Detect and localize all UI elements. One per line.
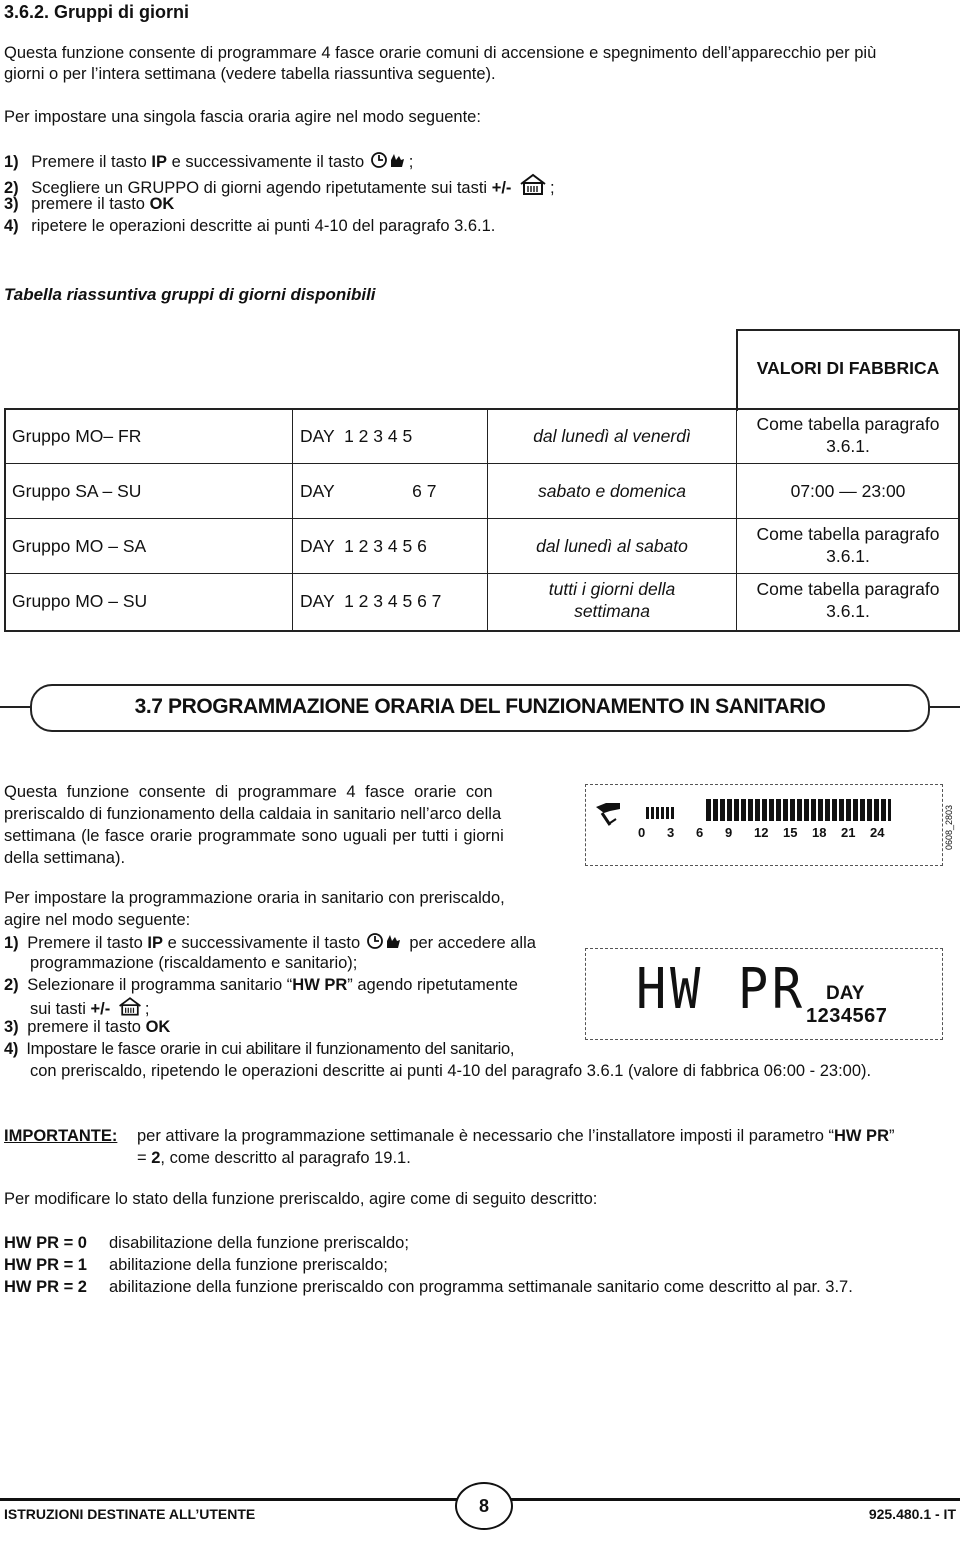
footer-right: 925.480.1 - IT xyxy=(868,1506,956,1522)
lcd-hwpr-display xyxy=(585,948,943,1040)
step-b-4-cont: con preriscaldo, ripetendo le operazioni descritte ai punti 4-10 del paragrafo 3.6.1 (valore di fabbrica 06:00 - 23:00). xyxy=(30,1062,872,1080)
table-cell-desc: sabato e domenica xyxy=(538,481,686,501)
table-caption: Tabella riassuntiva gruppi di giorni disponibili xyxy=(4,285,376,304)
step-b-1: 1) Premere il tasto IP e successivamente il tasto per accedere alla xyxy=(4,932,536,955)
mode-value: abilitazione della funzione preriscaldo; xyxy=(109,1256,388,1274)
step-b-4: 4) Impostare le fasce orarie in cui abilitare il funzionamento del sanitario, xyxy=(4,1040,515,1058)
step-b-2-cont: sui tasti +/- ; xyxy=(30,996,149,1021)
table-cell-day: DAY 1 2 3 4 5 xyxy=(300,426,413,446)
mode-key: HW PR = 0 xyxy=(4,1234,87,1252)
important-text-2: = 2, come descritto al paragrafo 19.1. xyxy=(137,1149,411,1167)
step-b-2: 2) Selezionare il programma sanitario “HW PR” agendo ripetutamente xyxy=(4,976,518,994)
clock-hand-icon xyxy=(367,932,403,955)
table-header-values: VALORI DI FABBRICA xyxy=(756,358,940,378)
lcd-big-text: HW PR xyxy=(636,957,806,1022)
step-a-3: 3) premere il tasto OK xyxy=(4,195,175,213)
lcd-tick-label: 24 xyxy=(870,825,885,840)
lcd-day-label: DAY xyxy=(826,983,865,1004)
lcd-tick-label: 12 xyxy=(754,825,769,840)
steps-b-lead-2: agire nel modo seguente: xyxy=(4,911,191,929)
steps-b-lead-1: Per impostare la programmazione oraria in sanitario con preriscaldo, xyxy=(4,889,505,907)
intro-line-2: giorni o per l’intera settimana (vedere tabella riassuntiva seguente). xyxy=(4,65,496,83)
sanitario-intro-4: della settimana). xyxy=(4,849,126,867)
lcd-bar-segments xyxy=(706,799,891,821)
table-cell-day: DAY 1 2 3 4 5 6 xyxy=(300,536,427,556)
table-cell-value: 3.6.1. xyxy=(826,546,870,566)
table-cell-value: Come tabella paragrafo xyxy=(756,579,940,599)
intro-line-1: Questa funzione consente di programmare 4 fasce orarie comuni di accensione e spegnimento dell’apparecchio per più xyxy=(4,44,877,62)
important-label: IMPORTANTE: xyxy=(4,1127,118,1145)
lcd-timeline-display xyxy=(585,784,943,866)
page-number: 8 xyxy=(455,1482,513,1530)
section-heading: 3.6.2. Gruppi di giorni xyxy=(4,2,190,22)
table-cell-value: 3.6.1. xyxy=(826,436,870,456)
table-cell-value: Come tabella paragrafo xyxy=(756,414,940,434)
lcd-tick-label: 3 xyxy=(667,825,675,840)
clock-hand-icon xyxy=(371,151,407,174)
mode-value: abilitazione della funzione preriscaldo con programma settimanale sanitario come descritto al par. 3.7. xyxy=(109,1278,853,1296)
table-cell-group: Gruppo MO – SA xyxy=(12,536,147,556)
lcd-hour-ticks xyxy=(638,825,898,843)
step-a-4: 4) ripetere le operazioni descritte ai punti 4-10 del paragrafo 3.6.1. xyxy=(4,217,496,235)
banner-title: 3.7 PROGRAMMAZIONE ORARIA DEL FUNZIONAMENTO IN SANITARIO xyxy=(134,695,826,718)
howto-lead: Per impostare una singola fascia oraria agire nel modo seguente: xyxy=(4,108,481,126)
mode-key: HW PR = 2 xyxy=(4,1278,87,1296)
table-cell-group: Gruppo SA – SU xyxy=(12,481,142,501)
lcd-tick-label: 21 xyxy=(841,825,856,840)
table-cell-day: DAY 1 2 3 4 5 6 7 xyxy=(300,591,442,611)
house-radiator-icon xyxy=(518,173,548,200)
lcd-day-digits: 1234567 xyxy=(806,1005,888,1027)
mode-value: disabilitazione della funzione preriscaldo; xyxy=(109,1234,409,1252)
table-cell-value: 07:00 — 23:00 xyxy=(790,481,906,501)
table-cell-desc: tutti i giorni della xyxy=(548,579,676,599)
footer-left: ISTRUZIONI DESTINATE ALL’UTENTE xyxy=(4,1506,256,1522)
table-cell-desc: dal lunedì al venerdì xyxy=(533,426,691,446)
tap-icon xyxy=(594,799,624,832)
table-cell-value: 3.6.1. xyxy=(826,601,870,621)
step-a-1: 1) Premere il tasto IP e successivamente il tasto ; xyxy=(4,151,413,174)
lcd-tick-label: 0 xyxy=(638,825,646,840)
table-cell-day: DAY 6 7 xyxy=(300,481,437,501)
sanitario-intro-2: preriscaldo di funzionamento della caldaia in sanitario nell’arco della xyxy=(4,805,502,823)
sanitario-intro-3: settimana (le fasce orarie programmate sono uguali per tutti i giorni xyxy=(4,827,504,845)
step-b-1-cont: programmazione (riscaldamento e sanitario); xyxy=(30,954,358,972)
section-banner xyxy=(30,684,930,732)
step-a-2: 2) Scegliere un GRUPPO di giorni agendo ripetutamente sui tasti +/- ; xyxy=(4,173,555,200)
table-cell-value: Come tabella paragrafo xyxy=(756,524,940,544)
step-b-3: 3) premere il tasto OK xyxy=(4,1018,171,1036)
figure-code: 0608_2803 xyxy=(944,804,954,850)
table-cell-desc: dal lunedì al sabato xyxy=(536,536,688,556)
sanitario-intro-1: Questa funzione consente di programmare 4 fasce orarie con xyxy=(4,783,493,801)
mode-key: HW PR = 1 xyxy=(4,1256,87,1274)
table-cell-group: Gruppo MO– FR xyxy=(12,426,142,446)
lcd-tick-label: 9 xyxy=(725,825,733,840)
lcd-tick-label: 15 xyxy=(783,825,798,840)
lcd-tick-label: 6 xyxy=(696,825,704,840)
lcd-tick-label: 18 xyxy=(812,825,827,840)
important-text-1: per attivare la programmazione settimanale è necessario che l’installatore imposti il parametro “HW PR” xyxy=(137,1127,895,1145)
table-cell-desc: settimana xyxy=(574,601,650,621)
table-cell-group: Gruppo MO – SU xyxy=(12,591,148,611)
modify-lead: Per modificare lo stato della funzione preriscaldo, agire come di seguito descritto: xyxy=(4,1190,598,1208)
